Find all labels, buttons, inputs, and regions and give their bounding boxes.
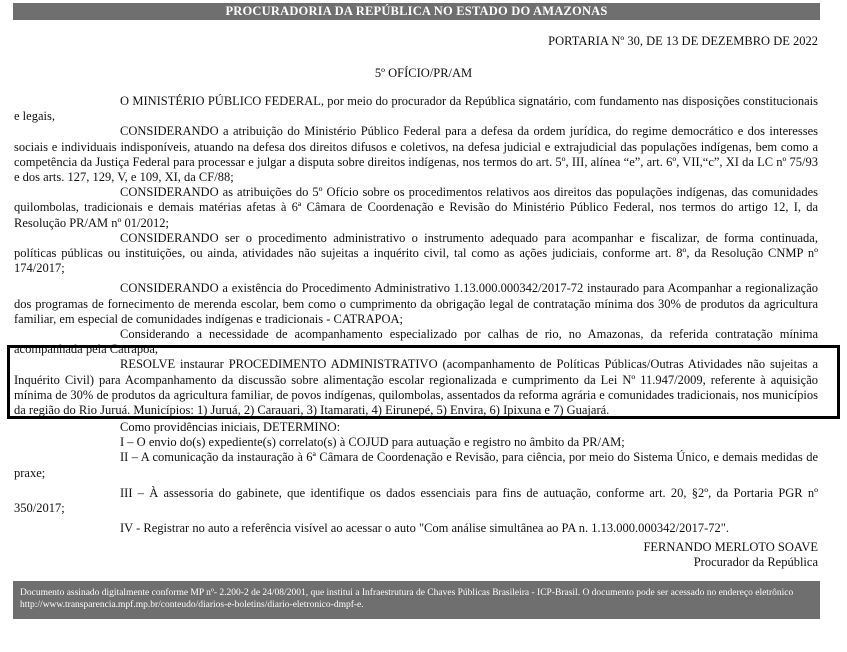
paragraph-resolve: RESOLVE instaurar PROCEDIMENTO ADMINISTRATIVO (acompanhamento de Políticas Públicas/Outras Atividades não sujeitas a Inquérito Civil) para Acompanhamento da discussão sobre alimentação escolar regionalizada e cumprimento da Lei Nº 11.947/2009, referente à aquisição mínima de 30% de produtos da agricultura familiar, de povos indígenas, quilombolas, assentados da reforma agrária e comunidades tradicionais, nos municípios da região do Rio Juruá. Municípios: 1) Juruá, 2) Carauari, 3) Itamarati, 4) Eirunepé, 5) Envira, 6) Ipixuna e 7) Guajará. (14, 357, 818, 418)
digital-signature-footer: Documento assinado digitalmente conforme MP nº- 2.200-2 de 24/08/2001, que institui a Infraestrutura de Chaves Públicas Brasileira - ICP-Brasil. O documento pode ser acessado no endereço eletrônico http://www.transparencia.mpf.mp.br/conteudo/diarios-e-boletins/diario-eletronico-dmpf-e. (13, 581, 820, 619)
portaria-title: PORTARIA Nº 30, DE 13 DE DEZEMBRO DE 2022 (548, 34, 818, 48)
determino-item-1: I – O envio do(s) expediente(s) correlato(s) à COJUD para autuação e registro no âmbito da PR/AM; (120, 435, 625, 450)
paragraph-intro: O MINISTÉRIO PÚBLICO FEDERAL, por meio do procurador da República signatário, com fundamento nas disposições constitucionais e legais, (14, 94, 818, 124)
determino-item-4: IV - Registrar no auto a referência visível ao acessar o auto "Com análise simultânea ao PA n. 1.13.000.000342/2017-72". (120, 521, 730, 536)
signer-role: Procurador da República (693, 555, 818, 569)
institution-header: PROCURADORIA DA REPÚBLICA NO ESTADO DO AMAZONAS (13, 3, 820, 20)
determino-item-2: II – A comunicação da instauração à 6ª Câmara de Coordenação e Revisão, para ciência, por meio do Sistema Único, e demais medidas de praxe; (14, 450, 818, 480)
paragraph-considerando-4: CONSIDERANDO a existência do Procedimento Administrativo 1.13.000.000342/2017-72 instaurado para Acompanhar a regionalização dos programas de fornecimento de merenda escolar, bem como o cumprimento da obrigação legal de contratação mínima dos 30% de produtos da agricultura familiar, em especial de comunidades indígenas e tradicionais - CATRAPOA; (14, 281, 818, 326)
signature-block (643, 540, 818, 570)
determino-heading: Como providências iniciais, DETERMINO: (120, 420, 341, 434)
paragraph-considerando-3: CONSIDERANDO ser o procedimento administrativo o instrumento adequado para acompanhar e fiscalizar, de forma continuada, políticas públicas ou instituições, ou ainda, atividades não sujeitas a inquérito civil, tal como as ações judiciais, conforme art. 8º, da Resolução CNMP nº 174/2017; (14, 230, 818, 276)
determino-item-3: III – À assessoria do gabinete, que identifique os dados essenciais para fins de autuação, conforme art. 20, §2º, da Portaria PGR nº 350/2017; (14, 485, 818, 516)
signer-name: FERNANDO MERLOTO SOAVE (643, 540, 818, 554)
paragraph-considerando-5: Considerando a necessidade de acompanhamento especializado por calhas de rio, no Amazonas, da referida contratação mínima acompanhada pela Catrapoa, (14, 327, 818, 357)
paragraph-considerando-1: CONSIDERANDO a atribuição do Ministério Público Federal para a defesa da ordem jurídica, do regime democrático e dos interesses sociais e individuais indisponíveis, atuando na defesa dos direitos difusos e coletivos, na defesa judicial e extrajudicial das populações indígenas, bem como a competência da Justiça Federal para processar e julgar a disputa sobre direitos indígenas, nos termos do art. 5º, III, alínea “e”, art. 6º, VII,“c”, XI da LC nº 75/93 e dos arts. 127, 129, V, e 109, XI, da CF/88; (14, 124, 818, 185)
paragraph-considerando-2: CONSIDERANDO as atribuições do 5º Ofício sobre os procedimentos relativos aos direitos das populações indígenas, das comunidades quilombolas, tradicionais e demais matérias afetas à 6ª Câmara de Coordenação e Revisão do Ministério Público Federal, nos termos do artigo 12, I, da Resolução PR/AM nº 01/2012; (14, 185, 818, 230)
resolve-highlight-box (7, 345, 840, 419)
determino-section (14, 420, 818, 536)
oficio-label: 5º OFÍCIO/PR/AM (374, 66, 473, 80)
